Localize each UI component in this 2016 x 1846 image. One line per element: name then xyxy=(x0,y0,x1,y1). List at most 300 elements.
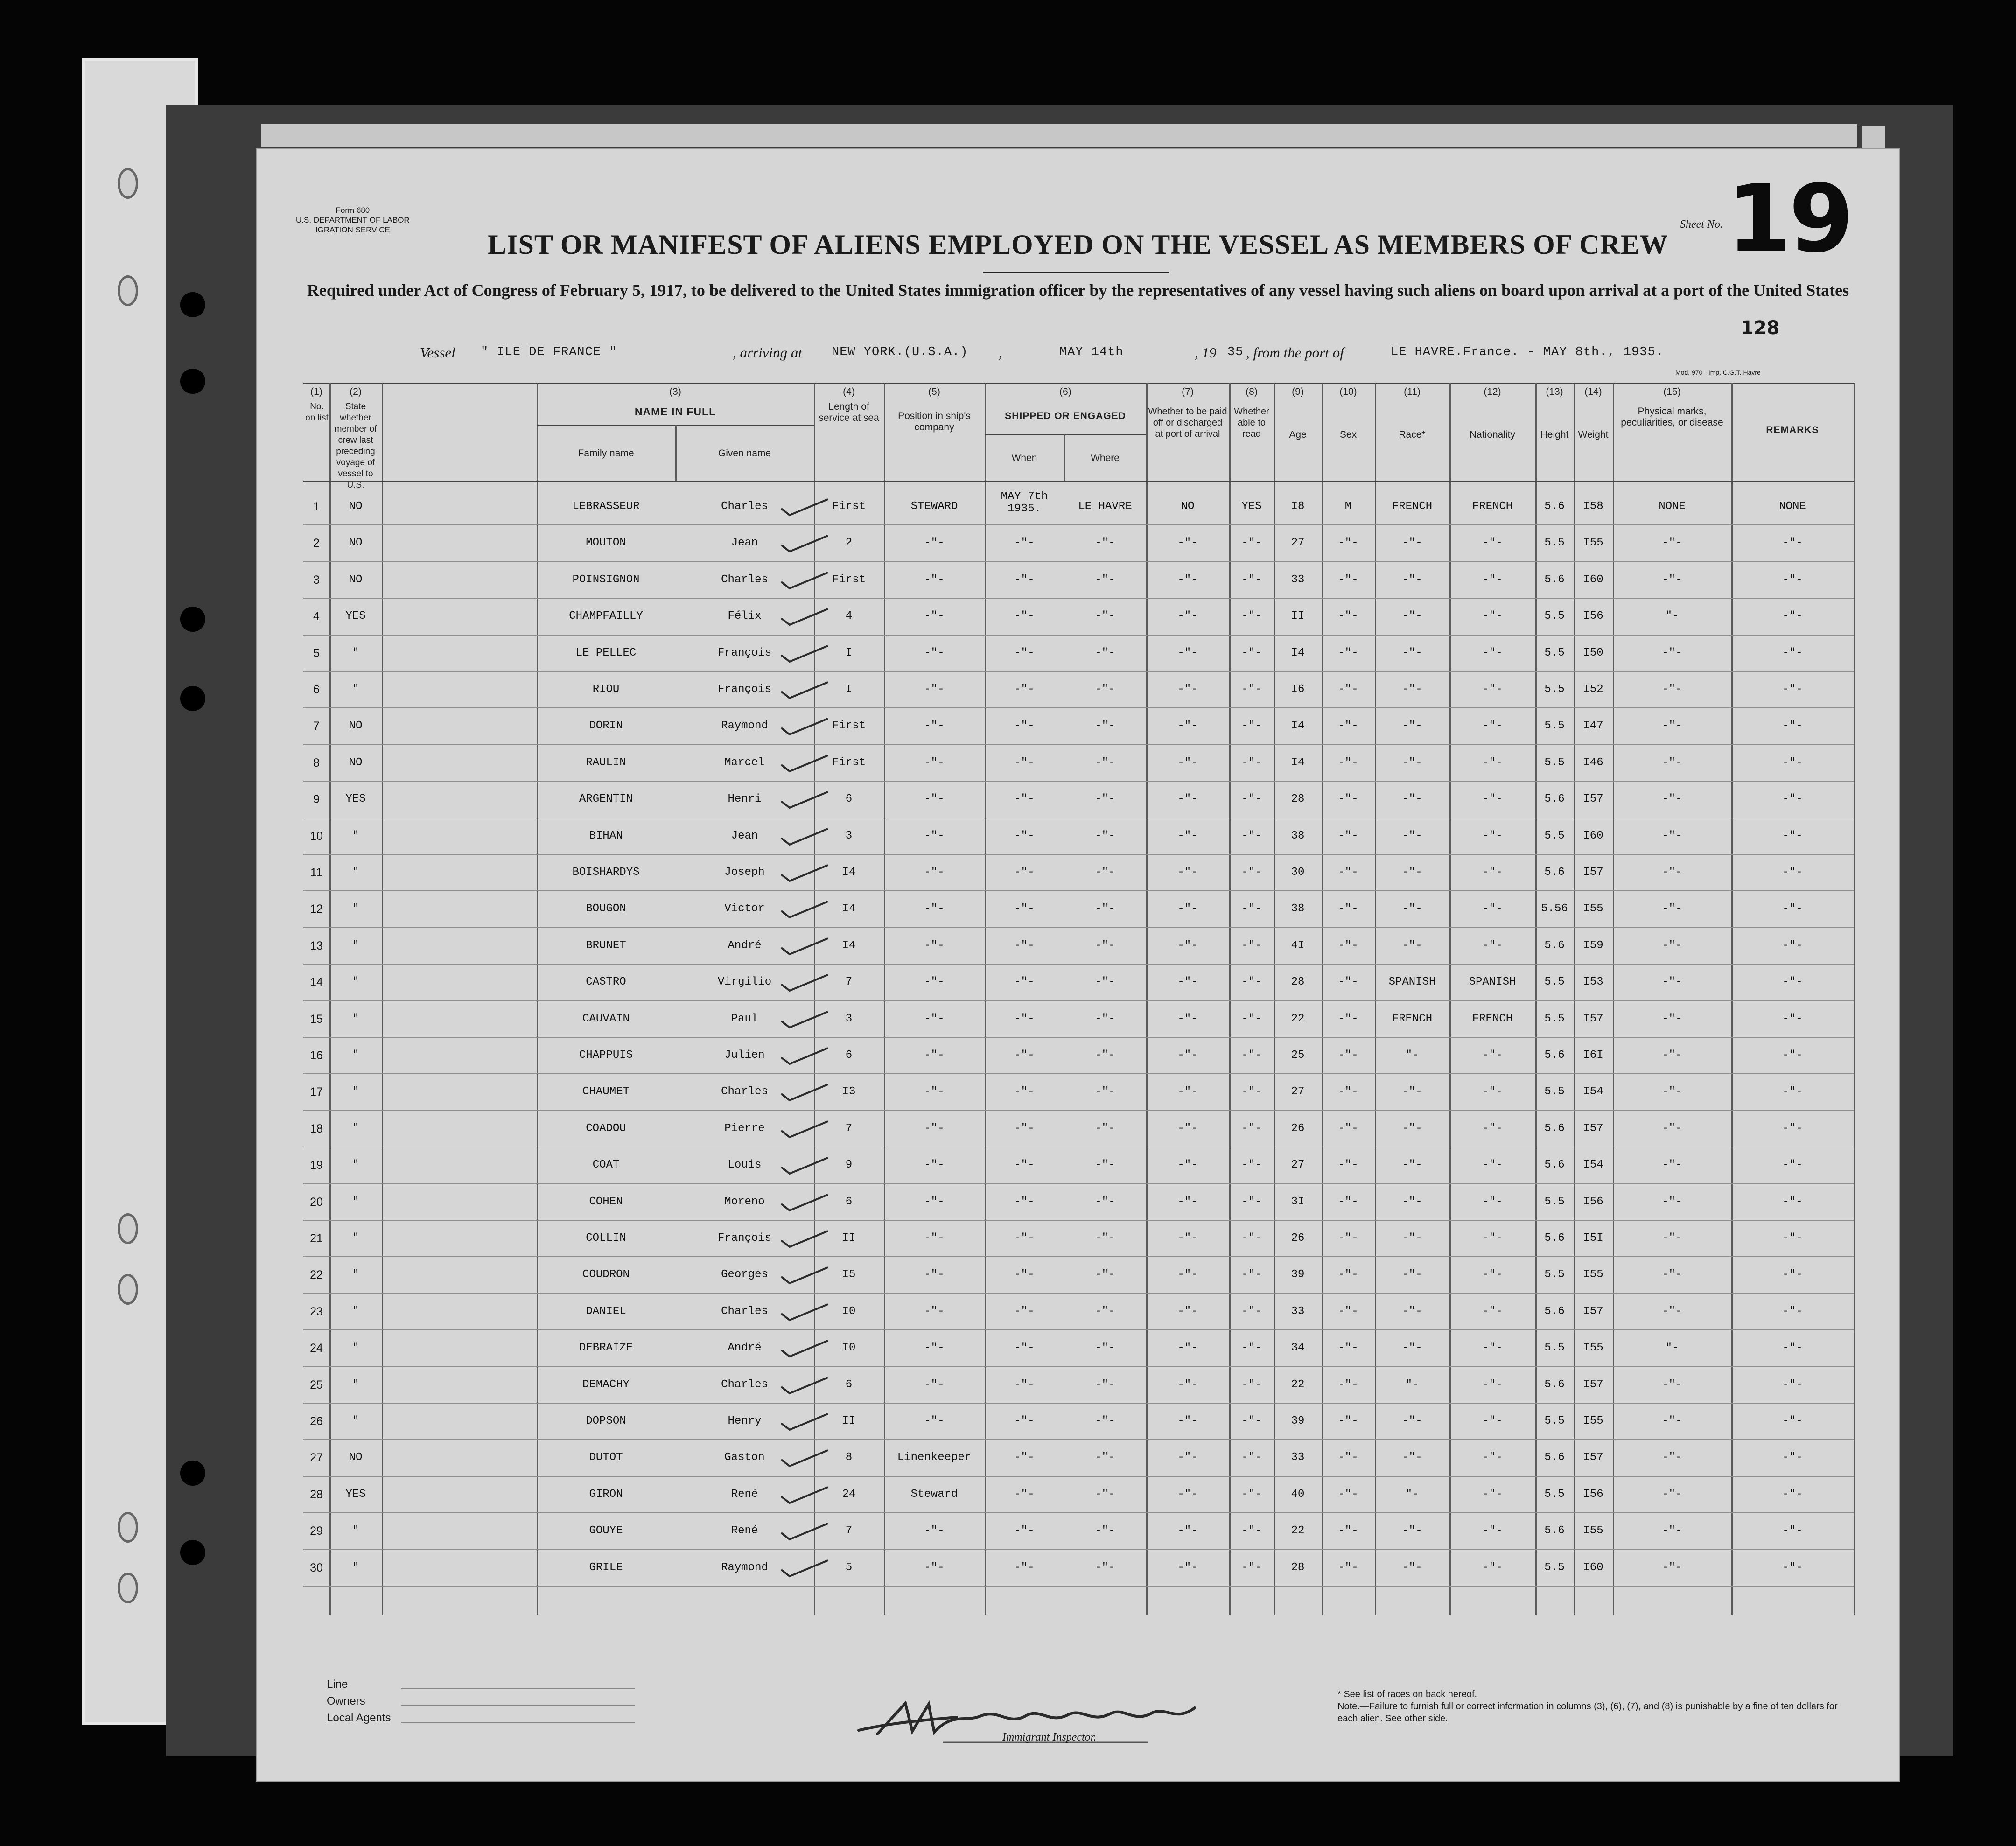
cell-given-name: Henri xyxy=(728,793,762,806)
cell-nationality: -"- xyxy=(1482,1415,1503,1427)
cell-sex: -"- xyxy=(1338,1232,1358,1245)
cell-given-name: René xyxy=(731,1524,758,1538)
cell-remarks: -"- xyxy=(1782,646,1803,659)
cell-remarks: -"- xyxy=(1782,1342,1803,1355)
cell-shipped-when: -"- xyxy=(1014,1561,1035,1574)
cell-paid-off: -"- xyxy=(1177,976,1198,989)
page-subtitle: Required under Act of Congress of February 5, 1917, to be delivered to the United States immigration officer by the representatives of any vessel having such aliens on board upon arrival at a port of the United States xyxy=(307,281,1849,300)
cell-position: -"- xyxy=(924,610,945,623)
row-rule xyxy=(303,1293,1854,1294)
cell-weight: I57 xyxy=(1583,1378,1603,1391)
row-rule xyxy=(303,964,1854,965)
cell-paid-off: -"- xyxy=(1177,1451,1198,1464)
cell-prior-voyage: NO xyxy=(349,1451,363,1464)
cell-position: -"- xyxy=(924,1195,945,1208)
cell-height: 5.6 xyxy=(1544,573,1565,586)
cell-weight: I56 xyxy=(1583,610,1603,623)
cell-shipped-where: -"- xyxy=(1095,1524,1115,1538)
cell-given-name: André xyxy=(728,939,762,952)
cell-sex: -"- xyxy=(1338,756,1358,769)
cell-prior-voyage: " xyxy=(352,1268,359,1281)
check-mark-icon xyxy=(779,1413,831,1432)
sheet-number: 19 xyxy=(1727,165,1851,273)
cell-shipped-where: -"- xyxy=(1095,1378,1115,1391)
cell-row-number: 17 xyxy=(310,1085,323,1099)
row-rule xyxy=(303,671,1854,672)
manifest-sheet xyxy=(256,148,1900,1782)
cell-race: -"- xyxy=(1402,1305,1422,1318)
cell-sex: -"- xyxy=(1338,1378,1358,1391)
col-number: (8) xyxy=(1246,386,1258,397)
cell-prior-voyage: " xyxy=(352,1195,359,1208)
cell-remarks: -"- xyxy=(1782,1524,1803,1538)
cell-remarks: -"- xyxy=(1782,720,1803,733)
cell-position: -"- xyxy=(924,829,945,842)
cell-position: -"- xyxy=(924,1524,945,1538)
cell-position: -"- xyxy=(924,1378,945,1391)
cell-height: 5.6 xyxy=(1544,866,1565,879)
cell-physical-marks: -"- xyxy=(1662,537,1682,550)
cell-age: 39 xyxy=(1291,1415,1305,1427)
row-rule xyxy=(303,561,1854,562)
header-remarks: REMARKS xyxy=(1766,425,1819,435)
cell-able-to-read: -"- xyxy=(1241,1561,1262,1574)
header-bottom-rule xyxy=(303,481,1854,482)
header-where: Where xyxy=(1091,453,1120,463)
arriving-label: , arriving at xyxy=(733,344,802,361)
arrival-date: MAY 14th xyxy=(1059,345,1124,359)
cell-family-name: COADOU xyxy=(586,1122,626,1135)
binder-ring xyxy=(118,1213,138,1244)
cell-row-number: 24 xyxy=(310,1342,323,1355)
cell-physical-marks: -"- xyxy=(1662,1378,1682,1391)
cell-given-name: Charles xyxy=(721,500,768,513)
cell-paid-off: -"- xyxy=(1177,1049,1198,1062)
cell-position: -"- xyxy=(924,756,945,769)
cell-position: -"- xyxy=(924,1049,945,1062)
cell-sex: -"- xyxy=(1338,1268,1358,1281)
cell-height: 5.6 xyxy=(1544,939,1565,952)
cell-position: -"- xyxy=(924,976,945,989)
cell-sex: -"- xyxy=(1338,1195,1358,1208)
cell-nationality: -"- xyxy=(1482,1085,1503,1098)
cell-remarks: -"- xyxy=(1782,829,1803,842)
cell-race: -"- xyxy=(1402,1085,1422,1098)
cell-physical-marks: -"- xyxy=(1662,1305,1682,1318)
cell-given-name: Jean xyxy=(731,537,758,550)
cell-physical-marks: -"- xyxy=(1662,866,1682,879)
header-paid-off: Whether to be paid off or discharged at port of arrival xyxy=(1148,406,1227,439)
cell-physical-marks: -"- xyxy=(1662,829,1682,842)
cell-age: 26 xyxy=(1291,1232,1305,1245)
cell-able-to-read: -"- xyxy=(1241,1232,1262,1245)
cell-prior-voyage: " xyxy=(352,646,359,659)
cell-remarks: -"- xyxy=(1782,1085,1803,1098)
cell-race: -"- xyxy=(1402,1232,1422,1245)
row-rule xyxy=(303,781,1854,782)
cell-given-name: Joseph xyxy=(724,866,765,879)
binder-ring xyxy=(118,1573,138,1603)
cell-nationality: -"- xyxy=(1482,1561,1503,1574)
column-divider xyxy=(382,383,383,1615)
row-rule xyxy=(303,1183,1854,1184)
cell-family-name: ARGENTIN xyxy=(579,793,633,806)
cell-height: 5.5 xyxy=(1544,1195,1565,1208)
cell-family-name: COHEN xyxy=(589,1195,623,1208)
cell-given-name: Jean xyxy=(731,829,758,842)
printer-imprint: Mod. 970 - Imp. C.G.T. Havre xyxy=(1675,369,1761,376)
cell-shipped-when: MAY 7th 1935. xyxy=(1001,490,1048,515)
punch-hole xyxy=(180,1461,205,1486)
cell-given-name: Georges xyxy=(721,1268,768,1281)
cell-prior-voyage: YES xyxy=(345,1488,366,1501)
cell-height: 5.5 xyxy=(1544,646,1565,659)
cell-shipped-where: -"- xyxy=(1095,793,1115,806)
cell-length-of-service: I0 xyxy=(842,1305,856,1318)
row-rule xyxy=(303,1329,1854,1330)
cell-physical-marks: -"- xyxy=(1662,646,1682,659)
cell-height: 5.6 xyxy=(1544,1524,1565,1538)
page-title: LIST OR MANIFEST OF ALIENS EMPLOYED ON THE VESSEL AS MEMBERS OF CREW xyxy=(488,229,1668,260)
header-physical-marks: Physical marks, peculiarities, or disease xyxy=(1621,406,1723,428)
departure-info: LE HAVRE.France. - MAY 8th., 1935. xyxy=(1391,345,1664,359)
cell-shipped-when: -"- xyxy=(1014,1195,1035,1208)
cell-given-name: René xyxy=(731,1488,758,1501)
cell-race: -"- xyxy=(1402,646,1422,659)
cell-length-of-service: 24 xyxy=(842,1488,856,1501)
cell-row-number: 10 xyxy=(310,829,323,843)
cell-prior-voyage: " xyxy=(352,1232,359,1245)
cell-paid-off: NO xyxy=(1181,500,1195,513)
cell-position: Linenkeeper xyxy=(897,1451,972,1464)
cell-nationality: -"- xyxy=(1482,720,1503,733)
cell-given-name: Victor xyxy=(724,902,765,916)
check-mark-icon xyxy=(779,1559,831,1578)
col-number: (5) xyxy=(928,386,940,397)
header-age: Age xyxy=(1289,429,1307,440)
cell-able-to-read: -"- xyxy=(1241,1049,1262,1062)
cell-shipped-when: -"- xyxy=(1014,1342,1035,1355)
cell-physical-marks: -"- xyxy=(1662,939,1682,952)
cell-shipped-when: -"- xyxy=(1014,1524,1035,1538)
cell-shipped-where: -"- xyxy=(1095,866,1115,879)
cell-sex: -"- xyxy=(1338,1305,1358,1318)
cell-sex: -"- xyxy=(1338,573,1358,586)
row-rule xyxy=(303,635,1854,636)
cell-position: -"- xyxy=(924,1268,945,1281)
row-rule xyxy=(303,1439,1854,1440)
cell-remarks: NONE xyxy=(1779,500,1806,513)
cell-sex: -"- xyxy=(1338,683,1358,696)
cell-row-number: 30 xyxy=(310,1561,323,1574)
cell-length-of-service: 5 xyxy=(845,1561,853,1574)
cell-shipped-where: -"- xyxy=(1095,1561,1115,1574)
cell-shipped-when: -"- xyxy=(1014,1451,1035,1464)
col-number: (7) xyxy=(1182,386,1194,397)
cell-shipped-when: -"- xyxy=(1014,866,1035,879)
cell-position: -"- xyxy=(924,646,945,659)
cell-length-of-service: 9 xyxy=(845,1159,853,1172)
footer-line-label: Line xyxy=(327,1676,391,1693)
cell-sex: -"- xyxy=(1338,1524,1358,1538)
check-mark-icon xyxy=(779,1194,831,1212)
cell-nationality: -"- xyxy=(1482,939,1503,952)
cell-age: 27 xyxy=(1291,537,1305,550)
cell-sex: -"- xyxy=(1338,793,1358,806)
cell-length-of-service: 4 xyxy=(845,610,853,623)
cell-given-name: Moreno xyxy=(724,1195,765,1208)
cell-given-name: François xyxy=(717,683,772,696)
shipped-header-rule xyxy=(985,434,1146,435)
cell-length-of-service: 3 xyxy=(845,829,853,842)
vessel-label: Vessel xyxy=(420,344,455,361)
cell-shipped-where: -"- xyxy=(1095,1342,1115,1355)
cell-shipped-where: -"- xyxy=(1095,1488,1115,1501)
cell-length-of-service: 6 xyxy=(845,1049,853,1062)
check-mark-icon xyxy=(779,1486,831,1505)
cell-remarks: -"- xyxy=(1782,1159,1803,1172)
cell-family-name: COLLIN xyxy=(586,1232,626,1245)
cell-nationality: -"- xyxy=(1482,1049,1503,1062)
check-mark-icon xyxy=(779,718,831,736)
cell-paid-off: -"- xyxy=(1177,756,1198,769)
cell-nationality: -"- xyxy=(1482,646,1503,659)
cell-height: 5.5 xyxy=(1544,720,1565,733)
row-rule xyxy=(303,854,1854,855)
cell-paid-off: -"- xyxy=(1177,610,1198,623)
cell-paid-off: -"- xyxy=(1177,1012,1198,1025)
cell-weight: I56 xyxy=(1583,1195,1603,1208)
cell-paid-off: -"- xyxy=(1177,1268,1198,1281)
cell-given-name: André xyxy=(728,1342,762,1355)
cell-weight: I47 xyxy=(1583,720,1603,733)
cell-physical-marks: "- xyxy=(1665,1342,1679,1355)
cell-given-name: Charles xyxy=(721,1378,768,1391)
cell-shipped-where: -"- xyxy=(1095,1415,1115,1427)
cell-able-to-read: -"- xyxy=(1241,720,1262,733)
cell-sex: -"- xyxy=(1338,1451,1358,1464)
cell-position: -"- xyxy=(924,573,945,586)
cell-age: II xyxy=(1291,610,1305,623)
footer-notes xyxy=(1337,1688,1851,1725)
cell-shipped-when: -"- xyxy=(1014,720,1035,733)
cell-weight: I55 xyxy=(1583,537,1603,550)
cell-race: -"- xyxy=(1402,1561,1422,1574)
cell-able-to-read: -"- xyxy=(1241,866,1262,879)
cell-nationality: -"- xyxy=(1482,756,1503,769)
cell-position: -"- xyxy=(924,720,945,733)
cell-shipped-when: -"- xyxy=(1014,1305,1035,1318)
arriving-port: NEW YORK.(U.S.A.) xyxy=(832,345,968,359)
cell-length-of-service: I4 xyxy=(842,939,856,952)
cell-able-to-read: -"- xyxy=(1241,1451,1262,1464)
header-nationality: Nationality xyxy=(1469,429,1516,440)
col-number: (15) xyxy=(1663,386,1681,397)
cell-length-of-service: First xyxy=(832,500,866,513)
check-mark-icon xyxy=(779,828,831,846)
cell-nationality: -"- xyxy=(1482,1195,1503,1208)
vessel-name: " ILE DE FRANCE " xyxy=(481,345,617,359)
cell-age: 22 xyxy=(1291,1012,1305,1025)
cell-length-of-service: II xyxy=(842,1415,856,1427)
cell-given-name: Paul xyxy=(731,1012,758,1025)
check-mark-icon xyxy=(779,1523,831,1541)
cell-family-name: POINSIGNON xyxy=(572,573,640,586)
cell-physical-marks: -"- xyxy=(1662,1561,1682,1574)
cell-physical-marks: -"- xyxy=(1662,1049,1682,1062)
cell-remarks: -"- xyxy=(1782,756,1803,769)
cell-shipped-where: -"- xyxy=(1095,1159,1115,1172)
cell-family-name: DEBRAIZE xyxy=(579,1342,633,1355)
cell-sex: -"- xyxy=(1338,866,1358,879)
cell-remarks: -"- xyxy=(1782,573,1803,586)
cell-given-name: Raymond xyxy=(721,1561,768,1574)
cell-weight: I52 xyxy=(1583,683,1603,696)
cell-age: 3I xyxy=(1291,1195,1305,1208)
cell-weight: I55 xyxy=(1583,1524,1603,1538)
cell-age: 33 xyxy=(1291,1305,1305,1318)
cell-nationality: -"- xyxy=(1482,1305,1503,1318)
cell-weight: I54 xyxy=(1583,1085,1603,1098)
check-mark-icon xyxy=(779,1377,831,1395)
cell-paid-off: -"- xyxy=(1177,829,1198,842)
cell-height: 5.5 xyxy=(1544,1415,1565,1427)
form-service: IGRATION SERVICE xyxy=(315,225,390,234)
cell-sex: -"- xyxy=(1338,646,1358,659)
header-length-of-service: Length of service at sea xyxy=(819,401,879,423)
cell-physical-marks: -"- xyxy=(1662,1122,1682,1135)
cell-race: -"- xyxy=(1402,1268,1422,1281)
cell-able-to-read: -"- xyxy=(1241,1122,1262,1135)
cell-prior-voyage: " xyxy=(352,829,359,842)
cell-age: 38 xyxy=(1291,902,1305,916)
cell-paid-off: -"- xyxy=(1177,720,1198,733)
cell-row-number: 11 xyxy=(310,866,322,879)
cell-height: 5.5 xyxy=(1544,537,1565,550)
cell-remarks: -"- xyxy=(1782,866,1803,879)
cell-race: -"- xyxy=(1402,1195,1422,1208)
cell-nationality: -"- xyxy=(1482,610,1503,623)
row-rule xyxy=(303,927,1854,928)
cell-row-number: 2 xyxy=(313,537,320,550)
header-given-name: Given name xyxy=(718,448,771,459)
crew-manifest-table xyxy=(303,383,1854,1615)
binder-ring xyxy=(118,1512,138,1543)
cell-race: -"- xyxy=(1402,610,1422,623)
cell-age: 28 xyxy=(1291,793,1305,806)
cell-given-name: Gaston xyxy=(724,1451,765,1464)
cell-weight: I57 xyxy=(1583,1012,1603,1025)
cell-sex: -"- xyxy=(1338,976,1358,989)
check-mark-icon xyxy=(779,901,831,919)
cell-shipped-where: -"- xyxy=(1095,902,1115,916)
cell-nationality: -"- xyxy=(1482,1232,1503,1245)
cell-prior-voyage: " xyxy=(352,1524,359,1538)
cell-nationality: -"- xyxy=(1482,793,1503,806)
cell-shipped-where: -"- xyxy=(1095,720,1115,733)
cell-shipped-where: -"- xyxy=(1095,1195,1115,1208)
cell-able-to-read: -"- xyxy=(1241,1012,1262,1025)
cell-prior-voyage: " xyxy=(352,1305,359,1318)
row-rule xyxy=(303,1366,1854,1367)
cell-prior-voyage: " xyxy=(352,683,359,696)
cell-able-to-read: -"- xyxy=(1241,1305,1262,1318)
underlying-page-edge xyxy=(261,124,1857,147)
cell-height: 5.6 xyxy=(1544,1122,1565,1135)
cell-prior-voyage: " xyxy=(352,976,359,989)
cell-able-to-read: -"- xyxy=(1241,610,1262,623)
cell-family-name: COUDRON xyxy=(582,1268,630,1281)
cell-sex: -"- xyxy=(1338,537,1358,550)
col-number: (13) xyxy=(1546,386,1563,397)
cell-race: "- xyxy=(1405,1049,1419,1062)
cell-family-name: CHAPPUIS xyxy=(579,1049,633,1062)
cell-shipped-when: -"- xyxy=(1014,939,1035,952)
cell-length-of-service: 7 xyxy=(845,1524,853,1538)
cell-sex: -"- xyxy=(1338,939,1358,952)
cell-given-name: François xyxy=(717,1232,772,1245)
cell-sex: -"- xyxy=(1338,829,1358,842)
cell-remarks: -"- xyxy=(1782,1012,1803,1025)
cell-family-name: DEMACHY xyxy=(582,1378,630,1391)
cell-weight: I6I xyxy=(1583,1049,1603,1062)
cell-position: -"- xyxy=(924,537,945,550)
cell-able-to-read: -"- xyxy=(1241,1268,1262,1281)
cell-height: 5.6 xyxy=(1544,1049,1565,1062)
cell-physical-marks: -"- xyxy=(1662,1159,1682,1172)
cell-family-name: CHAUMET xyxy=(582,1085,630,1098)
cell-prior-voyage: " xyxy=(352,1122,359,1135)
cell-remarks: -"- xyxy=(1782,902,1803,916)
cell-nationality: -"- xyxy=(1482,1524,1503,1538)
cell-weight: I57 xyxy=(1583,866,1603,879)
check-mark-icon xyxy=(779,1047,831,1066)
cell-shipped-when: -"- xyxy=(1014,1268,1035,1281)
cell-height: 5.6 xyxy=(1544,500,1565,513)
cell-nationality: FRENCH xyxy=(1472,1012,1513,1025)
cell-length-of-service: I xyxy=(845,646,853,659)
cell-sex: -"- xyxy=(1338,1122,1358,1135)
row-rule xyxy=(303,598,1854,599)
cell-physical-marks: NONE xyxy=(1659,500,1686,513)
cell-remarks: -"- xyxy=(1782,1561,1803,1574)
cell-sex: -"- xyxy=(1338,1488,1358,1501)
col-number: (12) xyxy=(1484,386,1501,397)
cell-family-name: RAULIN xyxy=(586,756,626,769)
cell-nationality: -"- xyxy=(1482,902,1503,916)
cell-prior-voyage: NO xyxy=(349,537,363,550)
cell-prior-voyage: NO xyxy=(349,500,363,513)
cell-shipped-where: -"- xyxy=(1095,1451,1115,1464)
punch-hole xyxy=(180,607,205,632)
cell-paid-off: -"- xyxy=(1177,902,1198,916)
check-mark-icon xyxy=(779,864,831,883)
cell-age: 38 xyxy=(1291,829,1305,842)
cell-shipped-when: -"- xyxy=(1014,573,1035,586)
cell-remarks: -"- xyxy=(1782,610,1803,623)
cell-paid-off: -"- xyxy=(1177,1524,1198,1538)
race-note: * See list of races on back hereof. xyxy=(1337,1689,1477,1699)
cell-physical-marks: -"- xyxy=(1662,756,1682,769)
cell-family-name: DORIN xyxy=(589,720,623,733)
cell-family-name: LE PELLEC xyxy=(575,646,637,659)
cell-shipped-when: -"- xyxy=(1014,976,1035,989)
cell-shipped-when: -"- xyxy=(1014,1159,1035,1172)
cell-row-number: 7 xyxy=(313,720,320,733)
cell-weight: I55 xyxy=(1583,1415,1603,1427)
cell-weight: I53 xyxy=(1583,976,1603,989)
cell-given-name: Charles xyxy=(721,573,768,586)
